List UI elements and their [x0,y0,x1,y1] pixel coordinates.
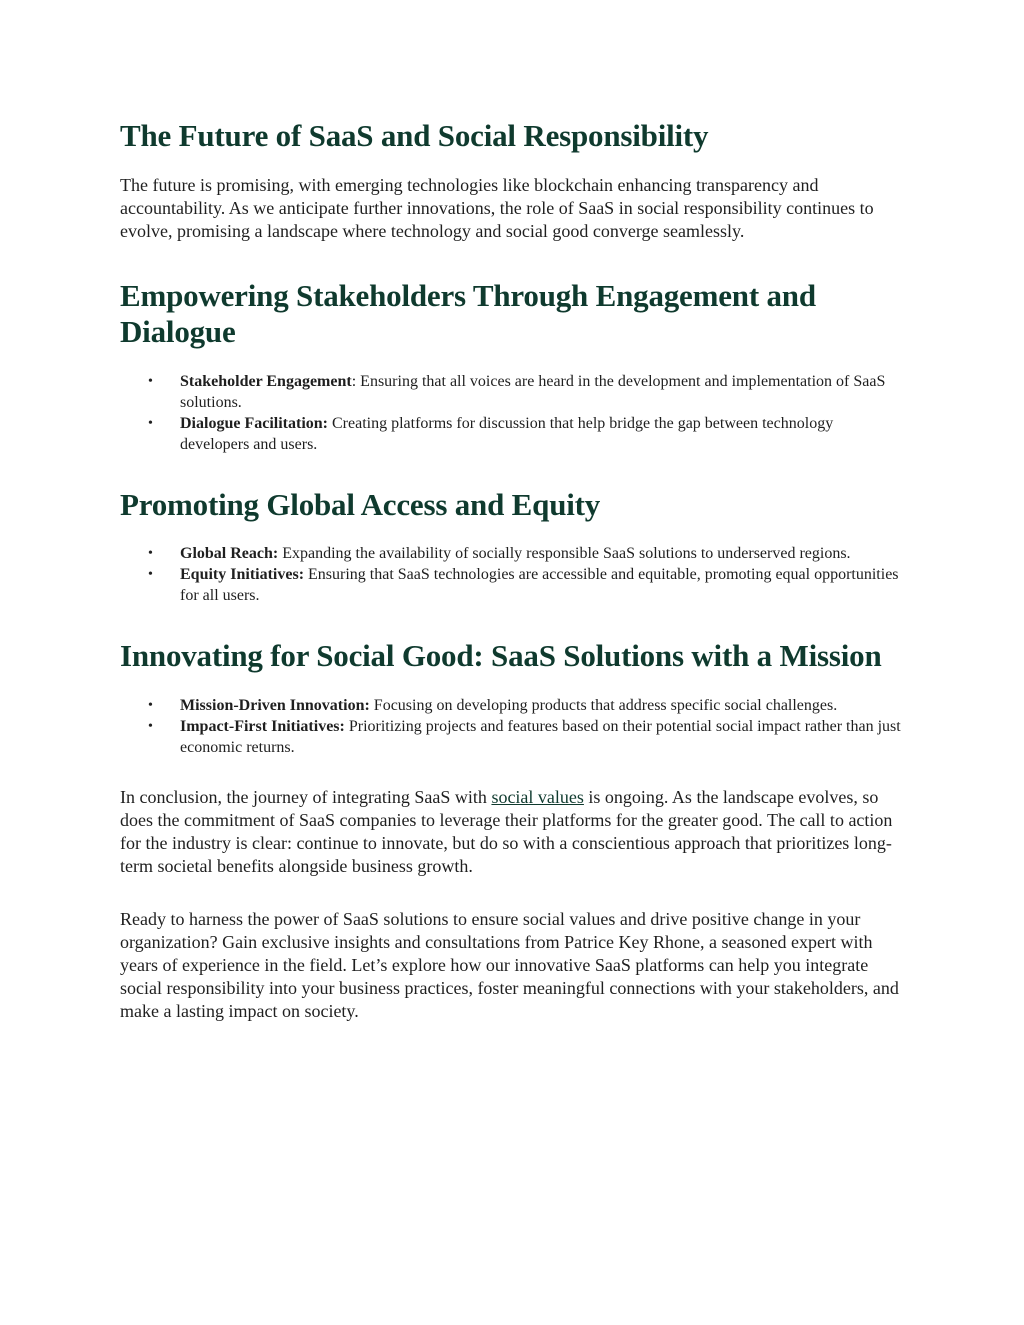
section-body-future: The future is promising, with emerging technologies like blockchain enhancing transparency and accountability. As we anticipate further innovations, the role of SaaS in social responsibility continues to evolve, promising a landscape where technology and social good converge seamlessly. [120,175,874,241]
list-item [148,695,905,716]
global-access-list [120,543,905,606]
bullet-icon: • [148,546,153,561]
list-item [148,371,905,413]
section-heading-global-access: Promoting Global Access and Equity [120,487,601,522]
list-item-term: Mission-Driven Innovation: [180,697,370,714]
list-item-text: Prioritizing projects and features based on their potential social impact rather than just economic returns. [180,718,901,756]
list-item-term: Equity Initiatives: [180,566,305,583]
list-item [148,564,905,606]
stakeholders-list [120,371,905,455]
list-item-text: Ensuring that SaaS technologies are accessible and equitable, promoting equal opportunities for all users. [180,566,899,604]
bullet-icon: • [148,698,153,713]
list-item-term: Impact-First Initiatives: [180,718,345,735]
list-item [148,543,905,564]
conclusion-paragraph [120,786,905,878]
list-item-text: Ensuring that all voices are heard in the development and implementation of SaaS solutions. [180,373,886,411]
conclusion-text-before: In conclusion, the journey of integrating SaaS with [120,787,492,807]
list-item-text: Creating platforms for discussion that help bridge the gap between technology developers and users. [180,415,834,453]
list-item-text: Expanding the availability of socially responsible SaaS solutions to underserved regions. [282,545,851,562]
call-to-action-paragraph: Ready to harness the power of SaaS solutions to ensure social values and drive positive change in your organization? Gain exclusive insights and consultations from Patrice Key Rhone, a seasoned expert with years of experience in the field. Let’s explore how our innovative SaaS platforms can help you integrate social responsibility into your business practices, foster meaningful connections with your stakeholders, and make a lasting impact on society. [120,909,899,1021]
bullet-icon: • [148,719,153,734]
section-heading-future: The Future of SaaS and Social Responsibility [120,118,709,153]
bullet-icon: • [148,567,153,582]
bullet-icon: • [148,416,153,431]
list-item-separator: : [351,373,361,390]
list-item-term: Dialogue Facilitation: [180,415,328,432]
section-heading-stakeholders: Empowering Stakeholders Through Engagement and Dialogue [120,278,816,349]
section-heading-social-good: Innovating for Social Good: SaaS Solutions with a Mission [120,638,882,673]
list-item [148,413,905,455]
social-values-link[interactable]: social values [491,787,584,807]
document-page [120,118,905,1023]
list-item-text: Focusing on developing products that address specific social challenges. [373,697,838,714]
list-item [148,716,905,758]
conclusion-text-after: is ongoing. As the landscape evolves, so does the commitment of SaaS companies to leverage their platforms for the greater good. The call to action for the industry is clear: continue to innovate, but do so with a conscientious approach that prioritizes long-term societal benefits alongside business growth. [120,787,893,876]
bullet-icon: • [148,374,153,389]
list-item-term: Global Reach: [180,545,279,562]
list-item-term: Stakeholder Engagement [180,373,352,390]
social-good-list [120,695,905,758]
